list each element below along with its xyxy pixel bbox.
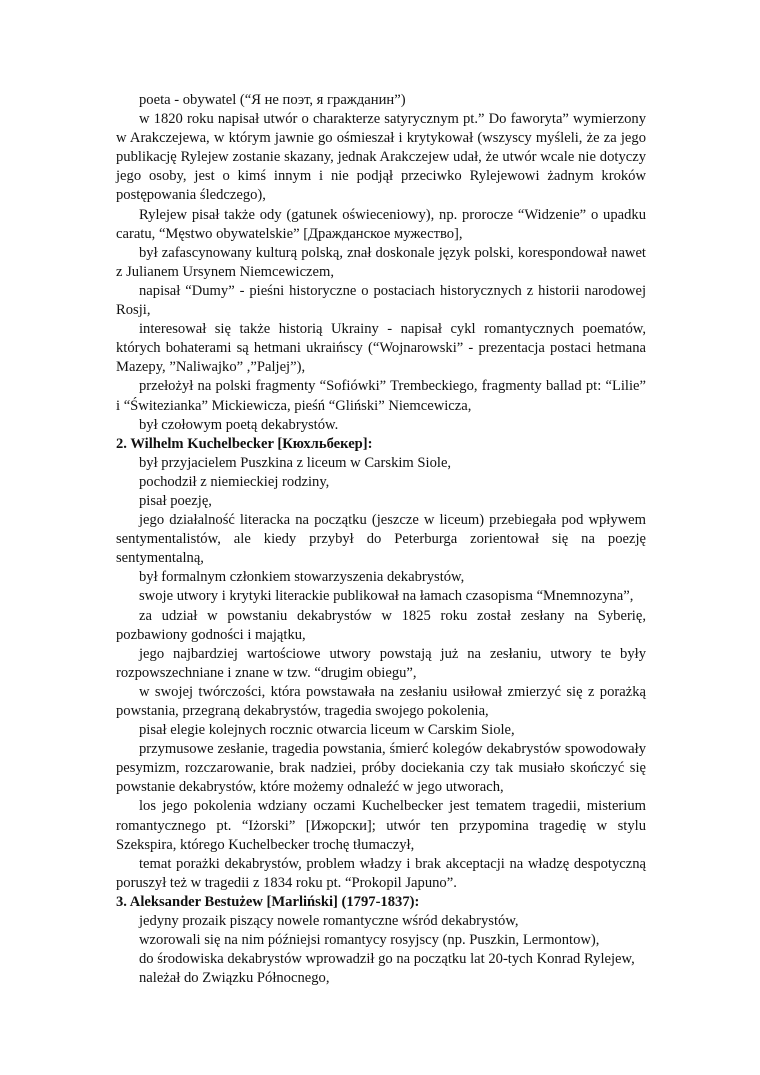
- paragraph: był zafascynowany kulturą polską, znał doskonale język polski, korespondował nawet z Julianem Ursynem Niemcewiczem,: [116, 244, 646, 280]
- paragraph: był czołowym poetą dekabrystów.: [139, 416, 339, 433]
- paragraph: temat porażki dekabrystów, problem władzy i brak akceptacji na władzę despotyczną poruszył też w tragedii z 1834 roku pt. “Prokopil Japuno”.: [116, 855, 646, 891]
- paragraph: los jego pokolenia wdziany oczami Kuchelbecker jest tematem tragedii, misterium romantycznego pt. “Iżorski” [Ижорски]; utwór ten przypomina tragedię w stylu Szekspira, którego Kuchelbecker trochę tłumaczył,: [116, 798, 646, 853]
- paragraph: pochodził z niemieckiej rodziny,: [139, 473, 330, 490]
- paragraph: do środowiska dekabrystów wprowadził go na początku lat 20-tych Konrad Rylejew,: [139, 951, 635, 968]
- paragraph: poeta - obywatel (“Я не поэт, я гражданин”): [139, 92, 406, 108]
- paragraph: jego działalność literacka na początku (jeszcze w liceum) przebiegała pod wpływem sentymentalistów, ale kiedy przybył do Peterburga zorientował się na poezję sentymentalną,: [116, 512, 646, 567]
- paragraph: był formalnym członkiem stowarzyszenia dekabrystów,: [139, 569, 465, 586]
- paragraph: przymusowe zesłanie, tragedia powstania, śmierć kolegów dekabrystów spowodowały pesymizm, rozczarowanie, brak nadziei, próby dociekania czy tak musiało skończyć się powstanie dekabrystów, które możemy odnaleźć w jego utworach,: [116, 741, 646, 796]
- paragraph: za udział w powstaniu dekabrystów w 1825 roku został zesłany na Syberię, pozbawiony godności i majątku,: [116, 607, 646, 643]
- paragraph: swoje utwory i krytyki literackie publikował na łamach czasopisma “Mnemnozyna”,: [139, 588, 634, 605]
- paragraph: był przyjacielem Puszkina z liceum w Carskim Siole,: [139, 454, 452, 471]
- paragraph: interesował się także historią Ukrainy - napisał cykl romantycznych poematów, których bohaterami są hetmani ukraińscy (“Wojnarowski” - prezentacja postaci hetmana Mazepy, ”Naliwajko” ,”Paljej”),: [116, 321, 646, 376]
- paragraph: w 1820 roku napisał utwór o charakterze satyrycznym pt.” Do faworyta” wymierzony w Arakczejewa, w którym jawnie go ośmieszał i krytykował (wszyscy myśleli, że za jego publikację Rylejew zostanie skazany, jednak Arakczejew udał, że utwór wcale nie dotyczy jego osoby, jest o kimś innym i nie podjął przeciwko Rylejewowi żadnym kroków postępowania śledczego),: [116, 111, 646, 204]
- paragraph: napisał “Dumy” - pieśni historyczne o postaciach historycznych z historii narodowej Rosji,: [116, 282, 646, 319]
- paragraph: przełożył na polski fragmenty “Sofiówki” Trembeckiego, fragmenty ballad pt: “Lilie” i “Świtezianka” Mickiewicza, pieśń “Gliński” Niemcewicza,: [116, 378, 646, 414]
- paragraph: należał do Związku Północnego,: [139, 970, 330, 987]
- paragraph: pisał elegie kolejnych rocznic otwarcia liceum w Carskim Siole,: [139, 722, 515, 739]
- document-page: [116, 91, 646, 988]
- paragraph: w swojej twórczości, która powstawała na zesłaniu usiłował zmierzyć się z porażką powstania, przegraną dekabrystów, tragedia swojego pokolenia,: [116, 683, 646, 719]
- section-heading: 2. Wilhelm Kuchelbecker [Кюхльбекер]:: [116, 435, 373, 452]
- paragraph: Rylejew pisał także ody (gatunek oświeceniowy), np. prorocze “Widzenie” o upadku caratu, “Męstwo obywatelskie” [Дражданское мужество],: [116, 206, 646, 242]
- section-heading: 3. Aleksander Bestużew [Marliński] (1797-1837):: [116, 893, 420, 910]
- paragraph: pisał poezję,: [139, 492, 212, 509]
- paragraph: jedyny prozaik piszący nowele romantyczne wśród dekabrystów,: [139, 913, 519, 930]
- paragraph: wzorowali się na nim późniejsi romantycy rosyjscy (np. Puszkin, Lermontow),: [139, 932, 600, 949]
- paragraph: jego najbardziej wartościowe utwory powstają już na zesłaniu, utwory te były rozpowszechniane i znane w tzw. “drugim obiegu”,: [116, 645, 646, 681]
